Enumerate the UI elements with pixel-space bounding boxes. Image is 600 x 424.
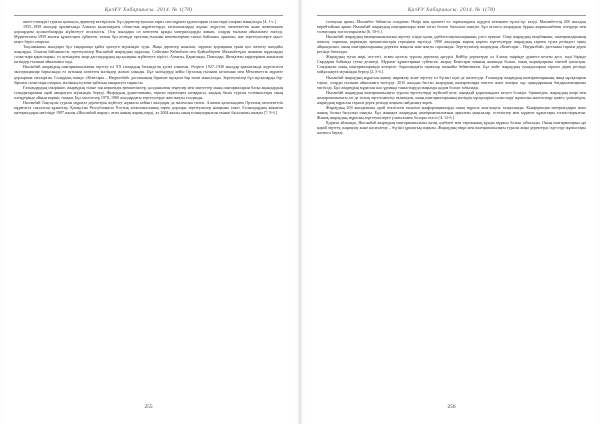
paragraph: Нысанбай Таңтаұлы туралы мұрағат деректерін жүйелеу жұмысы кейінгі жылдары да жалғасын тапты. Алматы қаласындағы Орталық мемлекеттік мұрағатта сақталған құжаттар, Қазақстан Республикасы Ұлттық кітапханасының сирек қорлары зерттеушілер назарына ілікті. Ғалымдардың жинаған материалдары негізінде 1997 жылы «Нысанбай жырау» атты жинақ жарық көрді, ал 2004 жылы оның толықтырылған екінші басылымы шықты [7, 9-б.]. — [14, 99, 283, 115]
paragraph: Тоқсаныншы жылдары бұл тақырыпқа қайта оралуға мүмкіндік туды. Жаңа деректер ашылып, мұрағат қорларына еркін қол жеткізу жағдайы жақсарды. Осыған байланысты зерттеушілер Нысанбай жыраудың мұрасын, Сейітжан Кебекбаев пен Қайыпберген Махамбетұлы жинаған мұраларды салыстыра қарастырып, ел аузындағы жыр-дастандардың нұсқаларын жүйелеуге кірісті. Алматы, Қарағанды, Павлодар, Жезқазған өңірлерінен жиналған мәтіндер ғылыми айналымға енді. — [14, 44, 283, 65]
body-text — [317, 19, 586, 399]
paragraph: өнеге еткендігі туралы қызықты деректер келтірілген. Бұл деректер ауызша тарих пен мұрағат құжаттарын салыстыра отырып анықталды [4, 1-с.]. — [23, 19, 277, 24]
book-gutter — [298, 0, 302, 424]
body-text — [14, 19, 283, 399]
header-rule — [317, 15, 586, 16]
right-page — [305, 0, 598, 424]
paragraph: Ғалымдардың пікірінше, жыраудың тіліне тән көркемдік ерекшеліктер, қолданылған теңеулер мен эпитеттер оның шығармаларын басқа ақындардың туындыларынан оңай ажыратуға мүмкіндік береді. Жыраудың дүниетанымы, тарихи оқиғаларға көзқарасы, хандық билік туралы толғаныстары оның өлеңдерінде айқын көрініс тапқан. Бұл мәселелер 1970–1980 жылдардағы зерттеулерде жан-жақты талданды. — [14, 84, 283, 100]
running-header: ҚазҰУ Хабаршысы. 2014. № 1(78) — [104, 7, 193, 13]
paragraph: Нысанбай жыраудың шығармашылығын зерттеу ісі ХХ ғасырдың басында-ақ қолға алынған. Әсіресе 1927–1930 жылдар аралығында жүргізілген экспедициялар барысында ел аузынан көптеген мәтіндер жазып алынды. Бұл мәтіндерді кейін Орталық ғылыми кітапхана мен Мемлекеттік мұрағат қорларына тапсырған. Солардың ішінде «Кенесары – Наурызбай» дастанының бірнеше нұсқасы бар екені анықталды. Зерттеушілер бұл нұсқаларды бір-бірімен салыстыра отырып, мәтіннің ең көне қабатын ажыратуға тырысты. — [14, 64, 283, 85]
left-page — [2, 0, 295, 424]
running-header: ҚазҰУ Хабаршысы. 2014. № 1(78) — [407, 7, 496, 13]
paragraph: Жыраудың туған жері, ата-тегі, өскен ортасы туралы деректер әртүрлі. Кейбір деректерде ол Алатау өңірінде дүниеге келген десе, енді бірінде Сырдария бойында туған делінеді. Мұрағат құжаттарына сүйенсек, жырау Кенесары ханның жанында болып, оның жорықтарына тікелей қатысқан. Сондықтан оның шығармаларында көтеріліс барысындағы оқиғалар шынайы бейнеленген. Бұл жайт жыраудың туындыларын тарихи дерек ретінде пайдалануға мүмкіндік береді [2, 5-б.]. — [317, 54, 586, 75]
paragraph: Қорыта айтқанда, Нысанбай жыраудың шығармашылығы қазақ әдебиеті мен тарихының құнды мұрасы болып табылады. Оның шығармаларын әрі қарай зерттеу, жариялау және насихаттау – бүгінгі ұрпақтың парызы. Жыраудың өмірі мен шығармашылығы туралы жаңа деректерді іздестіру жұмыстары жалғаса береді. — [317, 119, 586, 136]
paragraph: Нысанбай жыраудың шығармашылығын зерттеу ісінде қазақ әдебиеттанушыларының үлесі ерекше. Олар жыраудың өмірбаянын, шығармаларының жазылу тарихын, көркемдік ерекшеліктерін тереңінен зерттеді. 1990 жылдары жарық көрген зерттеулерде жыраудың тарихи тұлға ретіндегі орны айқындалып, оның шығармаларының деректік маңызы жан-жақты сараланды. Зерттеушілер жыраудың «Кенесары – Наурызбай» дастанын тарихи дерек ретінде бағалады. — [317, 34, 586, 55]
paragraph: Жыраудың 200 жылдығына орай өткізілген ғылыми конференцияларда оның мұрасы жан-жақты талқыланды. Конференция материалдары жеке жинақ болып басылып шықты. Бұл жинақта жыраудың шығармашылығына арналған мақалалар, естеліктер мен мұрағат құжаттары топтастырылған. Жинақ жыраудың мұрасын зерттеушілерге үлкен көмек болары сөзсіз [4, 12-б.]. — [317, 104, 586, 120]
paragraph: Нысанбай жыраудың мұрасын жинау, жариялау және зерттеу ісі бүгінгі күні де жалғасуда. Ғалымдар жыраудың шығармаларының жаңа нұсқаларын тауып, оларды ғылыми айналымға енгізуде. 2010 жылдан бастап жыраудың шығармалары мектеп және жоғары оқу орындарының бағдарламаларына енгізілді. Бұл жыраудың мұрасын жас ұрпаққа таныстыруда маңызды қадам болып табылады. — [317, 74, 586, 90]
paragraph: 1955–1958 жылдар аралығында Алматы қаласындағы облыстық мұрағаттарда, кітапханаларда жұмыс жүргізіп, мемлекеттік және жекеменшік қорлардағы қолжазбаларды жүйелеуге атсалысты. Осы жылдары ол көптеген құнды материалдарды жинап, оларды ғылыми айналымға енгізді. Мұрағаттағы 1959 жылғы құжаттарға сүйенсек, ғалым бұл кезеңде орталық ғылыми мекемелермен тығыз байланыс орнатып, жас зерттеушілерге ақыл-кеңес беріп отырған. — [14, 24, 283, 45]
page-number: 256 — [447, 404, 456, 410]
paragraph: толғауын арнап, Махамбет бейнесін сомдаған. Өмірі мен қызметі ел тарихындағы күрделі кезеңмен тұспа-тұс келді. Махамбеттің 200 жылдық мерейтойына арнап Нысанбай жыраудың шығармалары жеке кітап болып басылып шықты. Бұл кітапта жыраудың бұрын жарияланбаған өлеңдері мен толғаулары топтастырылған [6, 10-б.]. — [317, 19, 586, 35]
header-rule — [14, 15, 283, 16]
paragraph: Нысанбай жыраудың шығармашылығы туралы зерттеулерді жүйелей келе, мынадай қорытындыға келуге болады: біріншіден, жыраудың өмірі мен шығармашылығы әлі де толық зерттелмеген; екіншіден, оның шығармаларының мәтіндік нұсқаларын салыстыру жұмысын жалғастыру қажет; үшіншіден, жыраудың мұрасын тарихи дерек ретінде кеңінен пайдалану керек. — [317, 89, 586, 105]
page-number: 255 — [144, 404, 153, 410]
